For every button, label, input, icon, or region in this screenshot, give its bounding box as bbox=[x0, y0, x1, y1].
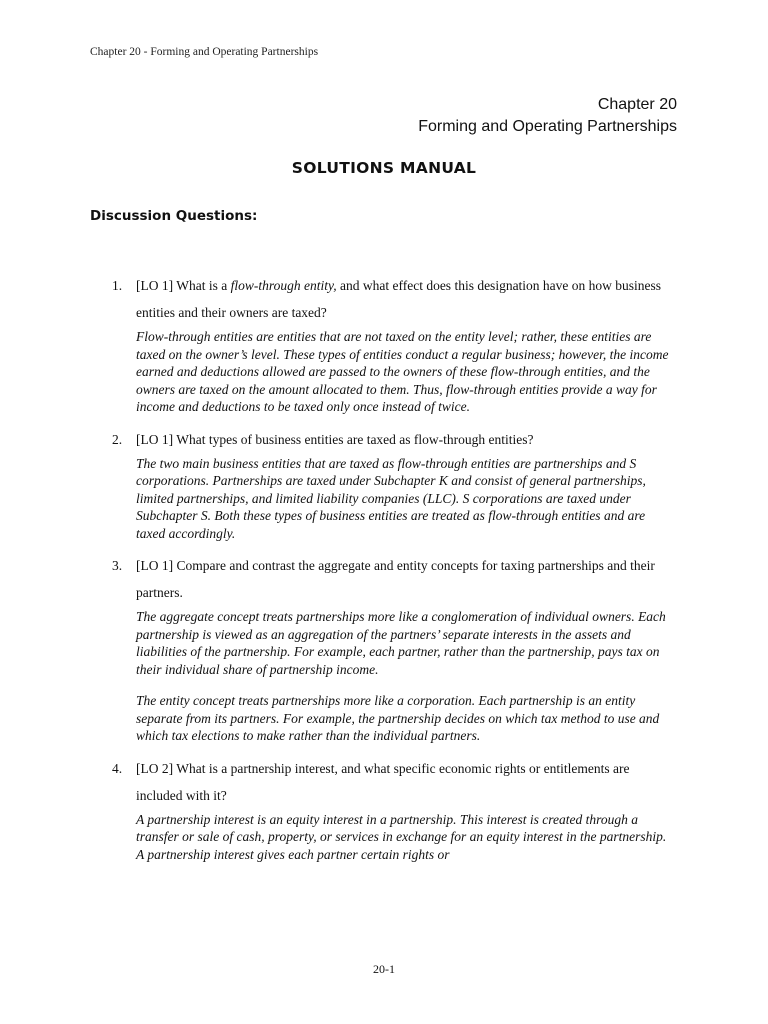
question-number: 2. bbox=[112, 431, 123, 447]
question-list bbox=[112, 272, 672, 873]
chapter-heading bbox=[418, 94, 677, 138]
question-item bbox=[112, 426, 672, 543]
section-heading: Discussion Questions: bbox=[90, 208, 258, 224]
answer-paragraph: The aggregate concept treats partnerships more like a conglomeration of individual owners. Each partnership is viewed as an aggregation of the partners’ separate interests in the assets and liabilities of the partnership. For example, each partner, rather than the partnership, pays tax on their individual share of partnership income. bbox=[136, 609, 666, 677]
question-text-prefix: [LO 1] What types of business entities are taxed as flow-through entities? bbox=[136, 431, 534, 447]
question-text-prefix: [LO 2] What is a partnership interest, and what specific economic rights or entitlements are included with it? bbox=[136, 760, 630, 803]
page-number: 20-1 bbox=[373, 962, 395, 976]
answer-paragraph: A partnership interest is an equity interest in a partnership. This interest is created through a transfer or sale of cash, property, or services in exchange for an equity interest in the partnership. A partnership interest gives each partner certain rights or bbox=[136, 811, 667, 862]
question-number: 4. bbox=[112, 760, 123, 776]
question-text bbox=[136, 755, 672, 809]
question-text bbox=[136, 426, 672, 453]
chapter-title: Forming and Operating Partnerships bbox=[418, 118, 677, 135]
question-number: 1. bbox=[112, 278, 123, 293]
chapter-label: Chapter 20 bbox=[597, 96, 677, 113]
answer-paragraph: Flow-through entities are entities that are not taxed on the entity level; rather, these entities are taxed on the owner’s level. These types of entities conduct a regular business; however, the income earned and deductions allowed are passed to the owners of these flow-through entities, and the owners are taxed on the amount allocated to them. Thus, flow-through entities provide a way for income and deductions to be taxed only once instead of twice. bbox=[136, 329, 669, 414]
question-emphasis-term: flow-through entity, bbox=[230, 278, 337, 293]
question-text bbox=[136, 552, 672, 606]
question-text-prefix: [LO 1] Compare and contrast the aggregate and entity concepts for taxing partnerships and their partners. bbox=[136, 558, 655, 600]
question-text bbox=[136, 272, 672, 326]
question-number: 3. bbox=[112, 558, 123, 573]
question-text-suffix: and what effect does this designation have on how business entities and their owners are taxed? bbox=[136, 278, 662, 320]
document-title: SOLUTIONS MANUAL bbox=[291, 159, 477, 177]
question-item bbox=[112, 552, 672, 745]
running-header: Chapter 20 - Forming and Operating Partnerships bbox=[90, 46, 319, 58]
answer-paragraph: The entity concept treats partnerships more like a corporation. Each partnership is an entity separate from its partners. For example, the partnership decides on which tax method to use and which tax elections to make rather than the individual partners. bbox=[136, 693, 660, 743]
question-item bbox=[112, 755, 672, 864]
question-text-prefix: [LO 1] What is a bbox=[136, 278, 231, 293]
answer-paragraph: The two main business entities that are taxed as flow-through entities are partnerships and S corporations. Partnerships are taxed under Subchapter K and consist of general partnerships, limited partnerships, and limited liability companies (LLC). S corporations are taxed under Subchapter S. Both these types of business entities are treated as flow-through entities and are taxed accordingly. bbox=[136, 455, 646, 541]
question-item bbox=[112, 272, 672, 416]
